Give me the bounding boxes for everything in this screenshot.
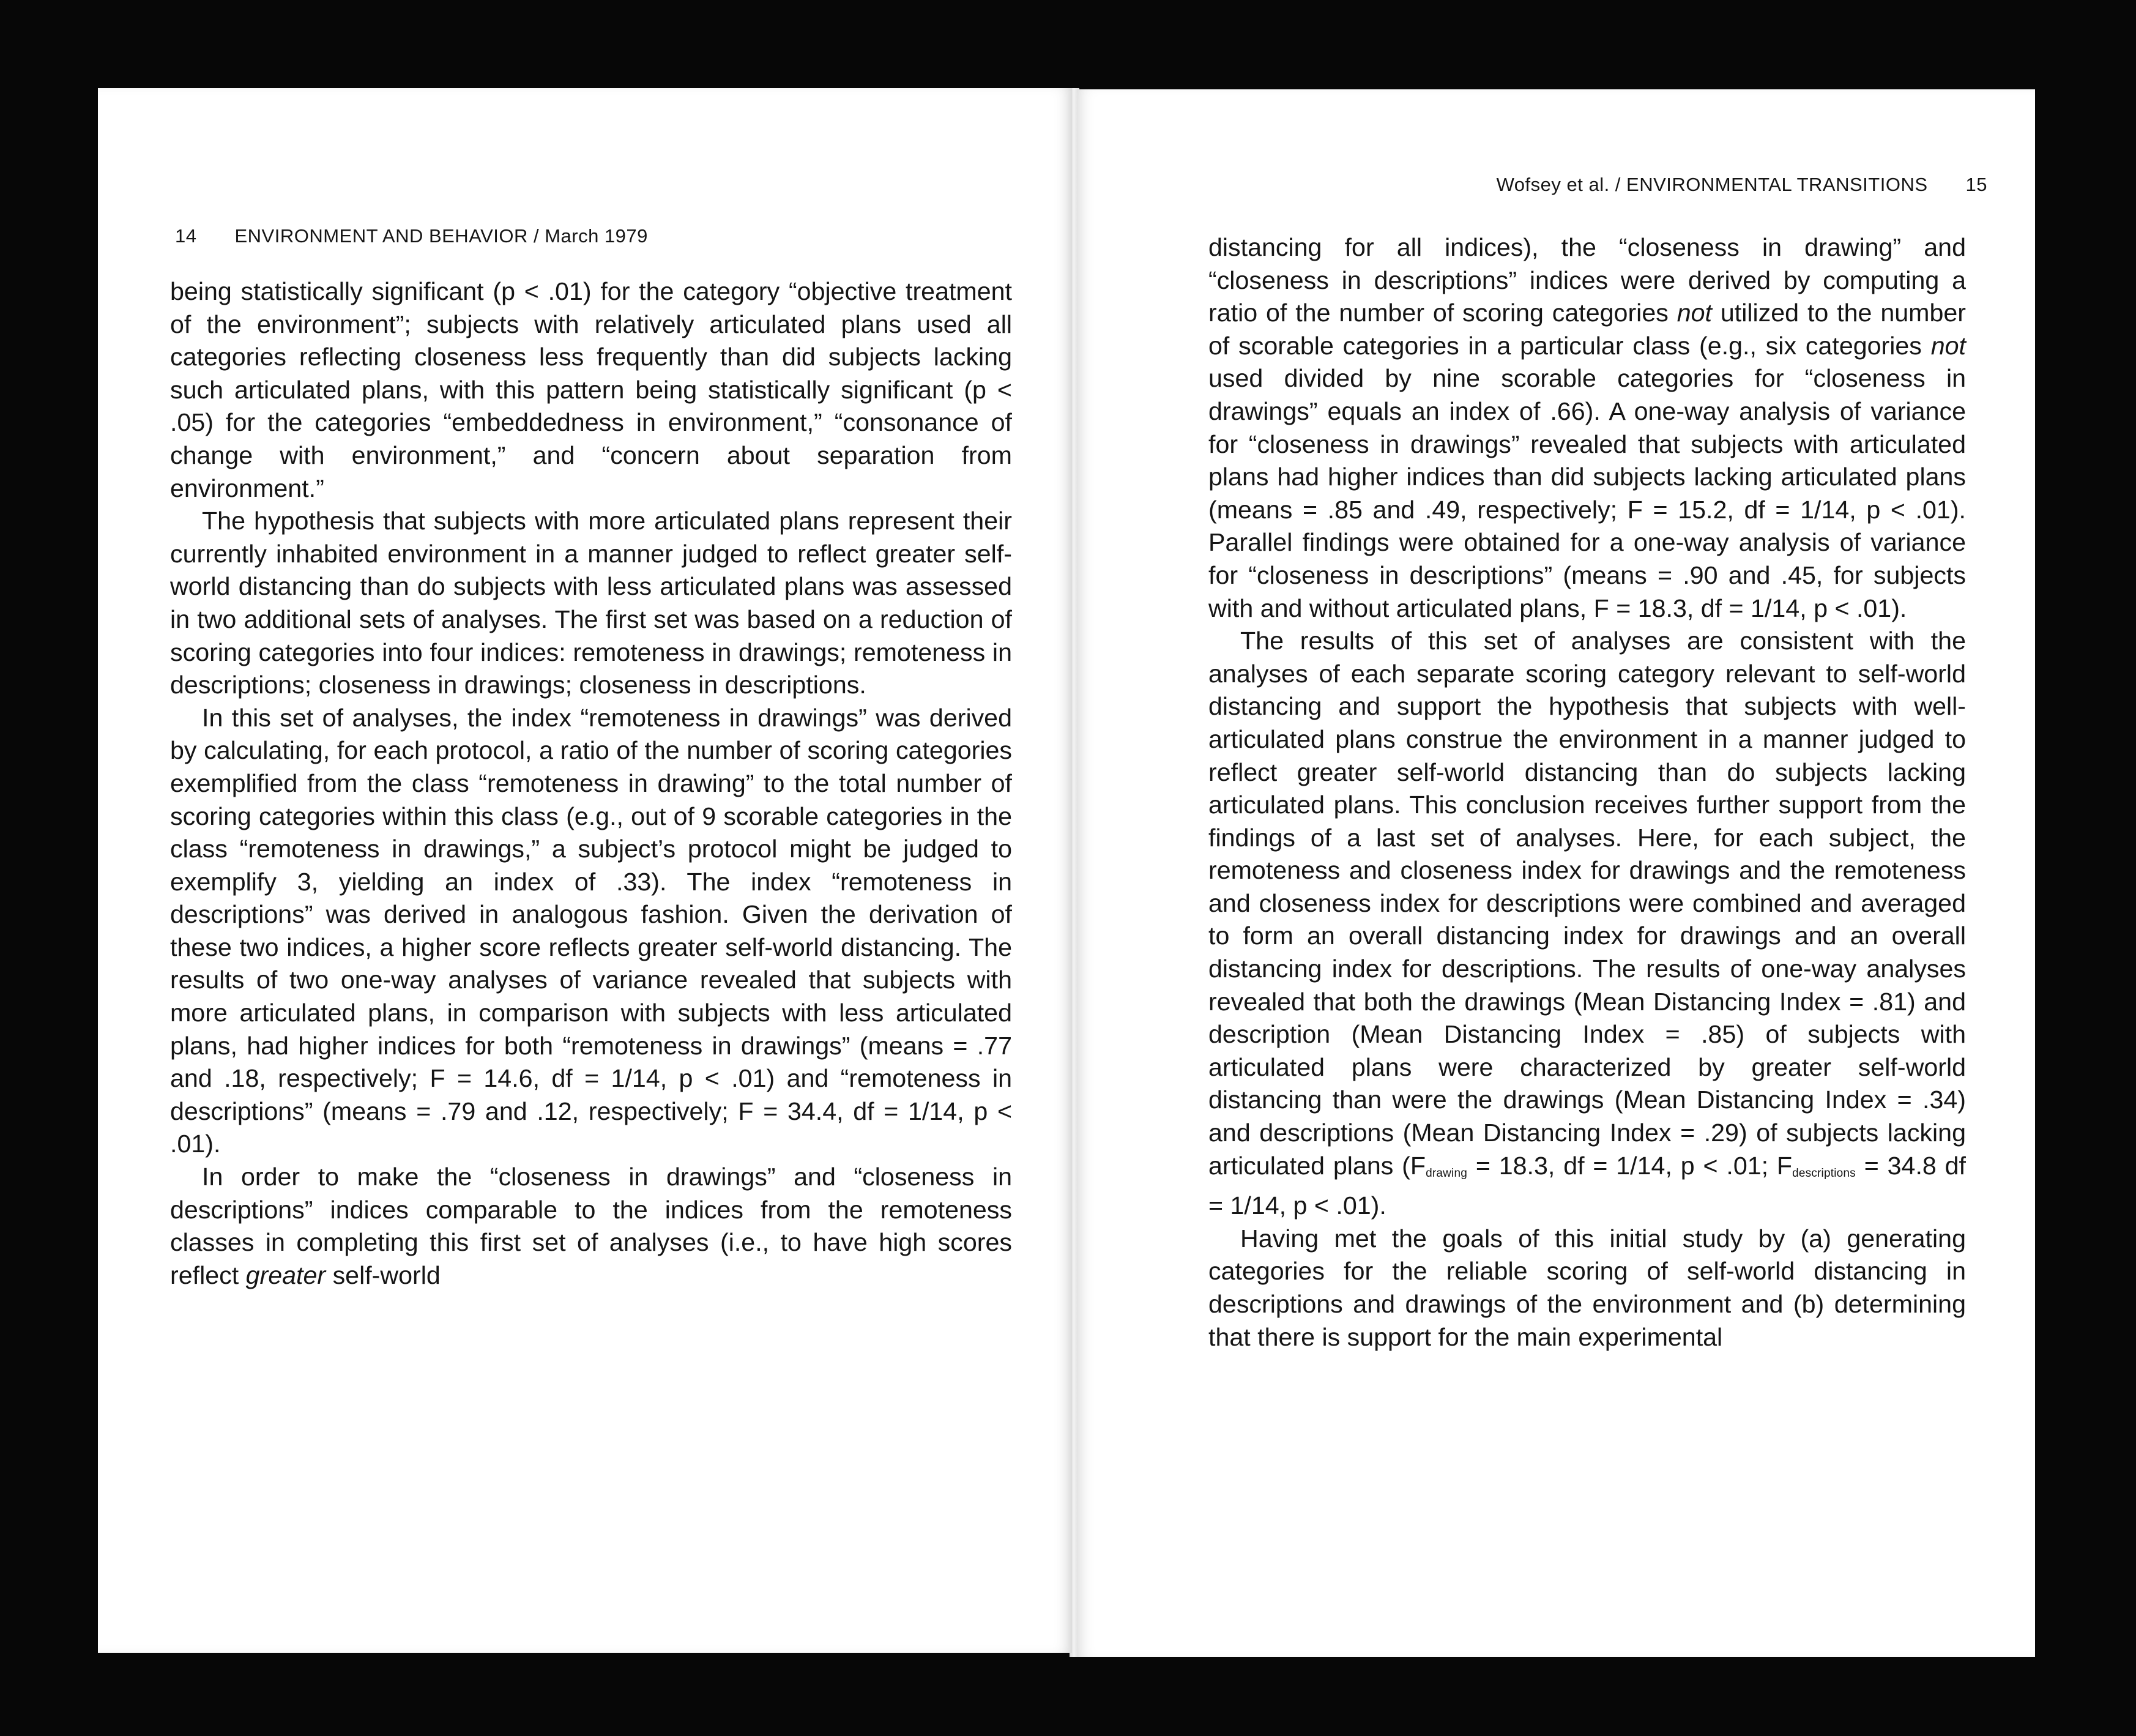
paragraph: Having met the goals of this initial study by (a) generating categories for the reliable scoring of self-world distancing in descriptions and drawings of the environment and (b) determining that there is support for the main experimental xyxy=(1208,1224,1966,1351)
emphasis-text: greater xyxy=(245,1261,326,1289)
paragraph-text: In order to make the “closeness in drawings” and “closeness in descriptions” indices comparable to the indices from the remoteness classes in completing this first set of analyses (i.e., to have high scores reflect xyxy=(170,1163,1012,1289)
left-body-text xyxy=(170,275,1012,1292)
paragraph xyxy=(1208,625,1966,1223)
running-head-right xyxy=(1497,174,1987,196)
emphasis-text: not xyxy=(1676,299,1712,327)
paragraph: being statistically significant (p < .01) for the category “objective treatment of the environment”; subjects with relatively articulated plans used all categories reflecting closeness less frequently than did subjects lacking such articulated plans, with this pattern being statistically significant (p < .05) for the categories “embeddedness in environment,” “consonance of change with environment,” and “concern about separation from environment.” xyxy=(170,277,1012,502)
page-number: 14 xyxy=(175,225,197,247)
paragraph-text: self-world xyxy=(326,1261,441,1289)
journal-header: ENVIRONMENT AND BEHAVIOR / March 1979 xyxy=(234,225,648,247)
paragraph xyxy=(1208,231,1966,625)
paragraph-text: The results of this set of analyses are consistent with the analyses of each separate scoring category relevant to self-world distancing and support the hypothesis that subjects with well-articulated plans construe the environment in a manner judged to reflect greater self-world distancing than do subjects lacking articulated plans. This conclusion receives further support from the findings of a last set of analyses. Here, for each subject, the remoteness and closeness index for drawings and the remoteness and closeness index for descriptions were combined and averaged to form an overall distancing index for drawings and an overall distancing index for descriptions. The results of one-way analyses revealed that both the drawings (Mean Distancing Index = .81) and description (Mean Distancing Index = .85) of subjects with articulated plans were characterized by greater self-world distancing than were the drawings (Mean Distancing Index = .34) and descriptions (Mean Distancing Index = .29) of subjects lacking articulated plans (F xyxy=(1208,627,1966,1180)
subscript: descriptions xyxy=(1792,1166,1856,1180)
page-number: 15 xyxy=(1965,174,1987,195)
running-head-left xyxy=(175,225,648,247)
paragraph-text: distancing for all indices), the “closeness in drawing” and “closeness in descriptions” indices were derived by computing a ratio of the number of scoring categories xyxy=(1208,233,1966,327)
paragraph: The hypothesis that subjects with more articulated plans represent their currently inhabited environment in a manner judged to reflect greater self-world distancing than do subjects with less articulated plans was assessed in two additional sets of analyses. The first set was based on a reduction of scoring categories into four indices: remoteness in drawings; remoteness in descriptions; closeness in drawings; closeness in descriptions. xyxy=(170,507,1012,699)
paragraph-text: = 34.8 df = 1/14, p < .01). xyxy=(1208,1151,1966,1220)
right-body-text xyxy=(1208,231,1966,1354)
left-page xyxy=(98,88,1072,1653)
subscript: drawing xyxy=(1426,1166,1467,1180)
article-header: Wofsey et al. / ENVIRONMENTAL TRANSITIONS xyxy=(1496,174,1928,195)
paragraph: In this set of analyses, the index “remoteness in drawings” was derived by calculating, for each protocol, a ratio of the number of scoring categories exemplified from the class “remoteness in drawing” to the total number of scoring categories within this class (e.g., out of 9 scorable categories in the class “remoteness in drawings,” a subject’s protocol might be judged to exemplify 3, yielding an index of .33). The index “remoteness in descriptions” was derived in analogous fashion. Given the derivation of these two indices, a higher score reflects greater self-world distancing. The results of two one-way analyses of variance revealed that subjects with more articulated plans, in comparison with subjects with less articulated plans, had higher indices for both “remoteness in drawings” (means = .77 and .18, respectively; F = 14.6, df = 1/14, p < .01) and “remoteness in descriptions” (means = .79 and .12, respectively; F = 34.4, df = 1/14, p < .01). xyxy=(170,703,1012,1158)
right-page xyxy=(1077,89,2035,1657)
paragraph-text: used divided by nine scorable categories for “closeness in drawings” equals an index of .66). A one-way analysis of variance for “closeness in drawings” revealed that subjects with articulated plans had higher indices than did subjects lacking articulated plans (means = .85 and .49, respectively; F = 15.2, df = 1/14, p < .01). Parallel findings were obtained for a one-way analysis of variance for “closeness in descriptions” (means = .90 and .45, for subjects with and without articulated plans, F = 18.3, df = 1/14, p < .01). xyxy=(1208,364,1966,622)
emphasis-text: not xyxy=(1930,331,1966,360)
paragraph-text: utilized to the number of scorable categories in a particular class (e.g., six categories xyxy=(1208,299,1966,360)
paragraph-text: = 18.3, df = 1/14, p < .01; F xyxy=(1467,1151,1793,1180)
paragraph xyxy=(170,1161,1012,1292)
